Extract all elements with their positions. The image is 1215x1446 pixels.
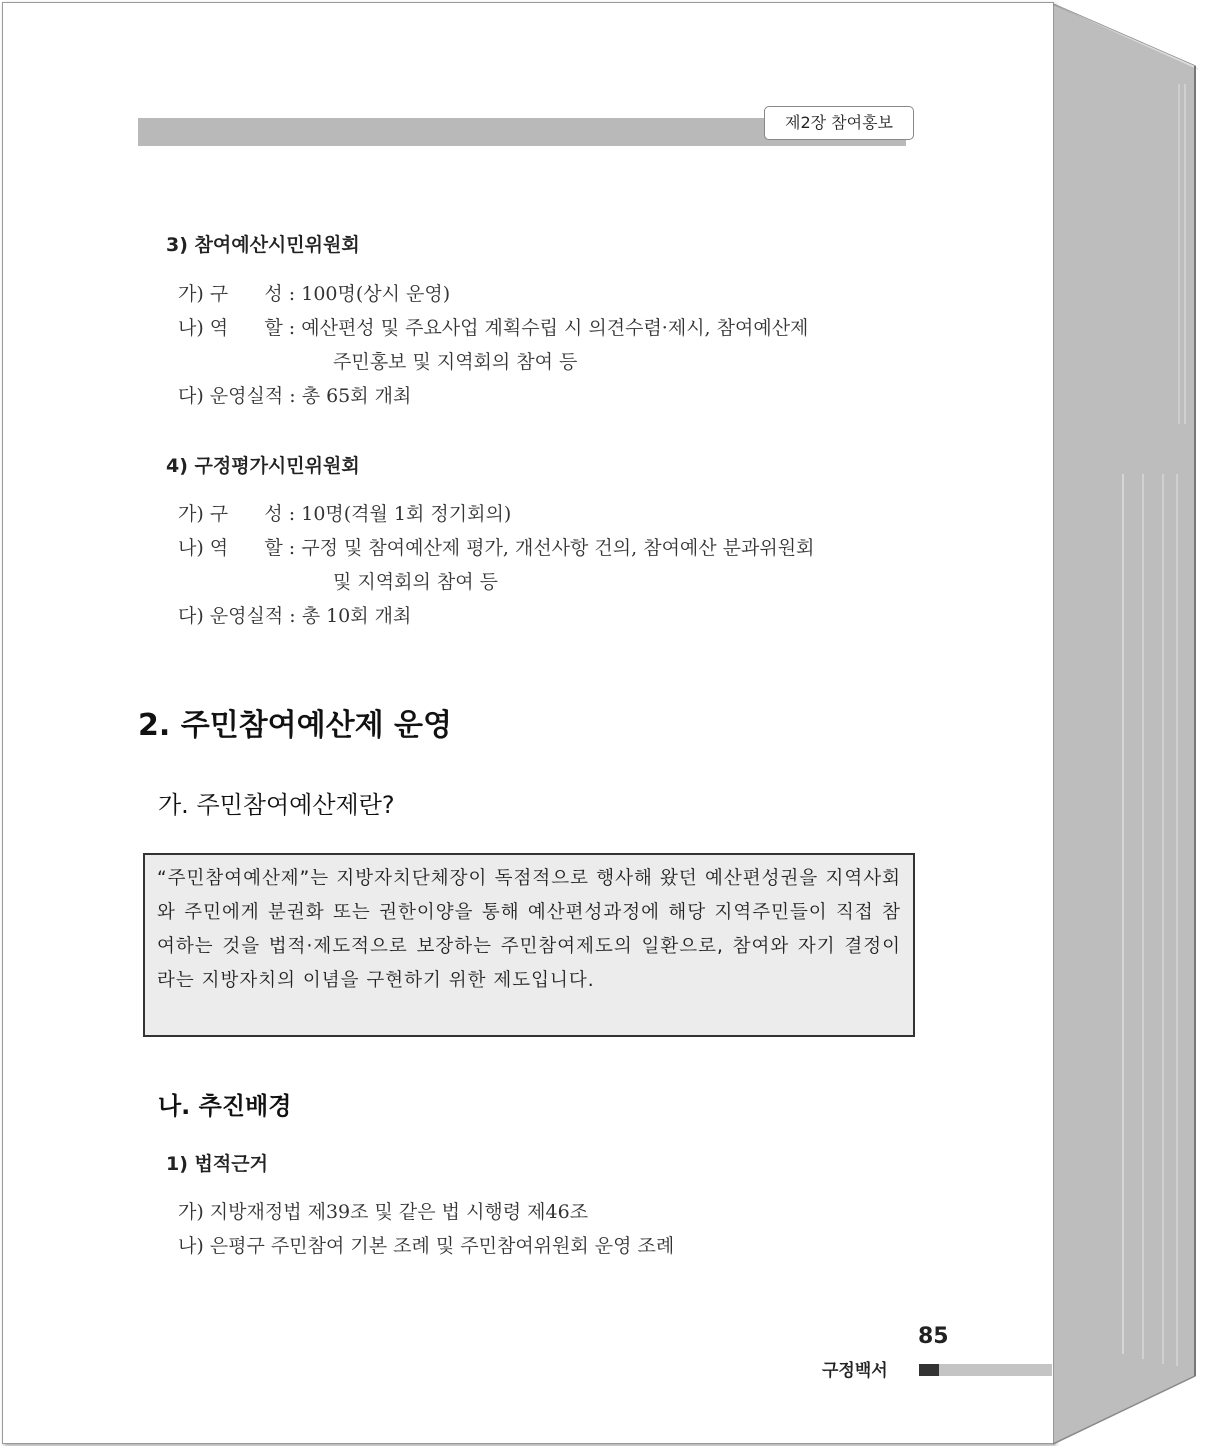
s3-line-3	[178, 381, 411, 408]
definition-text: “주민참여예산제”는 지방자치단체장이 독점적으로 행사해 왔던 예산편성권을 지역사회와 주민에게 분권화 또는 권한이양을 통해 예산편성과정에 해당 지역주민들이 직접 참여하는 것을 법적·제도적으로 보장하는 주민참여제도의 일환으로, 참여와 자기 결정이라는 지방자치의 이념을 구현하기 위한 제도입니다.	[157, 868, 901, 991]
footer-bar-dark	[919, 1364, 939, 1376]
book-title: 구정백서	[822, 1361, 888, 1381]
footer-bar-light	[939, 1364, 1052, 1376]
s4-line-1	[178, 499, 511, 526]
s3-line-2	[178, 313, 808, 340]
s3-line-1-label: 가) 구 성 :	[178, 283, 302, 305]
s4-line-2-text: 구정 및 참여예산제 평가, 개선사항 건의, 참여예산 분과위원회	[301, 537, 815, 559]
subheading-ga: 가. 주민참여예산제란?	[158, 791, 395, 819]
subheading-na: 나. 추진배경	[158, 1092, 292, 1120]
page-number: 85	[918, 1324, 949, 1349]
section-3-title: 3) 참여예산시민위원회	[166, 234, 360, 256]
page-stack-edge	[1053, 4, 1203, 1446]
chapter-tab: 제2장 참여홍보	[764, 106, 914, 140]
s4-line-3	[178, 601, 411, 628]
s4-line-2-label: 나) 역 할 :	[178, 537, 302, 559]
s4-line-3-label: 다) 운영실적 :	[178, 605, 302, 627]
s3-line-2-label: 나) 역 할 :	[178, 317, 302, 339]
s4-line-2	[178, 533, 814, 560]
s3-line-1-text: 100명(상시 운영)	[301, 283, 451, 305]
s4-line-1-label: 가) 구 성 :	[178, 503, 302, 525]
legal-basis-line-2: 나) 은평구 주민참여 기본 조례 및 주민참여위원회 운영 조례	[178, 1235, 675, 1257]
section-4-title: 4) 구정평가시민위원회	[166, 455, 360, 477]
main-heading: 2. 주민참여예산제 운영	[138, 708, 452, 743]
s4-line-3-text: 총 10회 개최	[301, 605, 412, 627]
s4-line-1-text: 10명(격월 1회 정기회의)	[301, 503, 512, 525]
s3-line-2-cont: 주민홍보 및 지역회의 참여 등	[333, 351, 578, 373]
s4-line-2-cont: 및 지역회의 참여 등	[333, 571, 498, 593]
s3-line-2-text: 예산편성 및 주요사업 계획수립 시 의견수렴·제시, 참여예산제	[301, 317, 809, 339]
s3-line-3-label: 다) 운영실적 :	[178, 385, 302, 407]
definition-box	[143, 853, 915, 1037]
legal-basis-title: 1) 법적근거	[166, 1153, 268, 1175]
s3-line-3-text: 총 65회 개최	[301, 385, 412, 407]
s3-line-1	[178, 279, 450, 306]
legal-basis-line-1: 가) 지방재정법 제39조 및 같은 법 시행령 제46조	[178, 1201, 589, 1223]
